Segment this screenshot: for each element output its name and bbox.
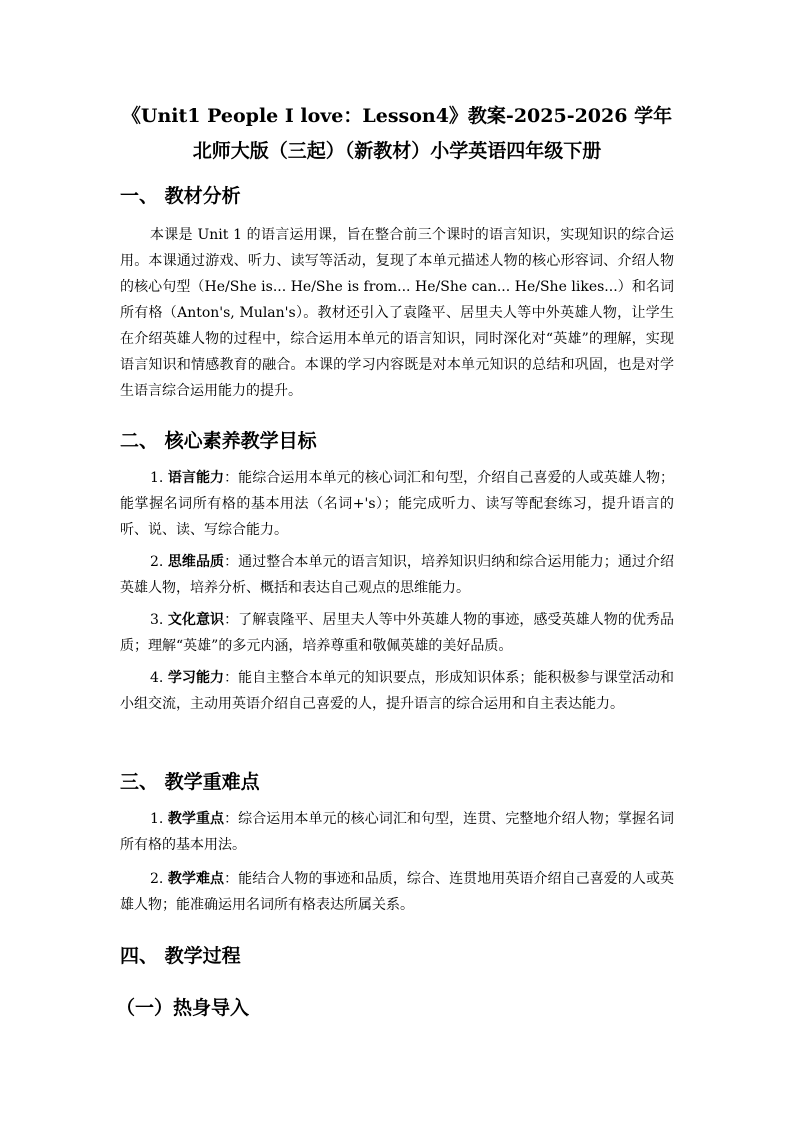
item-text: ：能结合人物的事迹和品质，综合、连贯地用英语介绍自己喜爱的人或英雄人物；能准确运用名词所有格表达所属关系。: [120, 871, 675, 913]
item-label: 教学重点: [167, 811, 225, 827]
item-text: ：能综合运用本单元的核心词汇和句型，介绍自己喜爱的人或英雄人物；能掌握名词所有格的基本用法（名词+'s）；能完成听力、读写等配套练习，提升语言的听、说、读、写综合能力。: [120, 470, 675, 538]
objective-item-learning-ability: [120, 665, 674, 717]
objective-item-language-ability: [120, 465, 674, 543]
item-number: 3.: [150, 612, 164, 628]
item-text: ：通过整合本单元的语言知识，培养知识归纳和综合运用能力；通过介绍英雄人物，培养分析、概括和表达自己观点的思维能力。: [120, 554, 675, 596]
item-text: ：能自主整合本单元的知识要点，形成知识体系；能积极参与课堂活动和小组交流，主动用英语介绍自己喜爱的人，提升语言的综合运用和自主表达能力。: [120, 670, 675, 712]
item-number: 2.: [150, 554, 164, 570]
item-label: 教学难点: [167, 871, 225, 887]
key-point-item: [120, 806, 674, 858]
item-label: 学习能力: [167, 670, 225, 686]
section-heading-key-difficult-points: 三、 教学重难点: [120, 771, 260, 793]
item-number: 1.: [150, 811, 164, 827]
item-text: ：综合运用本单元的核心词汇和句型，连贯、完整地介绍人物；掌握名词所有格的基本用法。: [120, 811, 675, 853]
item-number: 4.: [150, 670, 164, 686]
section-heading-teaching-process: 四、 教学过程: [120, 945, 241, 967]
section-heading-textbook-analysis: 一、 教材分析: [120, 185, 241, 207]
objective-item-cultural-awareness: [120, 607, 674, 659]
item-label: 思维品质: [167, 554, 225, 570]
difficult-point-item: [120, 866, 674, 918]
item-number: 2.: [150, 871, 164, 887]
paragraph-textbook-analysis: 本课是 Unit 1 的语言运用课，旨在整合前三个课时的语言知识，实现知识的综合运用。本课通过游戏、听力、读写等活动，复现了本单元描述人物的核心形容词、介绍人物的核心句型（He/She is... He/She is from... He/She can... He/She likes...）和名词所有格（Anton's, Mulan's）。教材还引入了袁隆平、居里夫人等中外英雄人物，让学生在介绍英雄人物的过程中，综合运用本单元的语言知识，同时深化对“英雄”的理解，实现语言知识和情感教育的融合。本课的学习内容既是对本单元知识的总结和巩固，也是对学生语言综合运用能力的提升。: [120, 227, 674, 399]
item-label: 语言能力: [167, 470, 225, 486]
document-title-line-2: 北师大版（三起）（新教材）小学英语四年级下册: [192, 140, 602, 162]
item-text: ：了解袁隆平、居里夫人等中外英雄人物的事迹，感受英雄人物的优秀品质；理解“英雄”的多元内涵，培养尊重和敬佩英雄的美好品质。: [120, 612, 675, 654]
subsection-heading-warm-up: （一）热身导入: [116, 997, 250, 1019]
document-title-line-1: 《Unit1 People I love：Lesson4》教案-2025-2026 学年: [121, 105, 673, 127]
item-label: 文化意识: [167, 612, 225, 628]
objective-item-thinking-quality: [120, 549, 674, 601]
item-number: 1.: [150, 470, 164, 486]
section-heading-core-objectives: 二、 核心素养教学目标: [120, 430, 317, 452]
